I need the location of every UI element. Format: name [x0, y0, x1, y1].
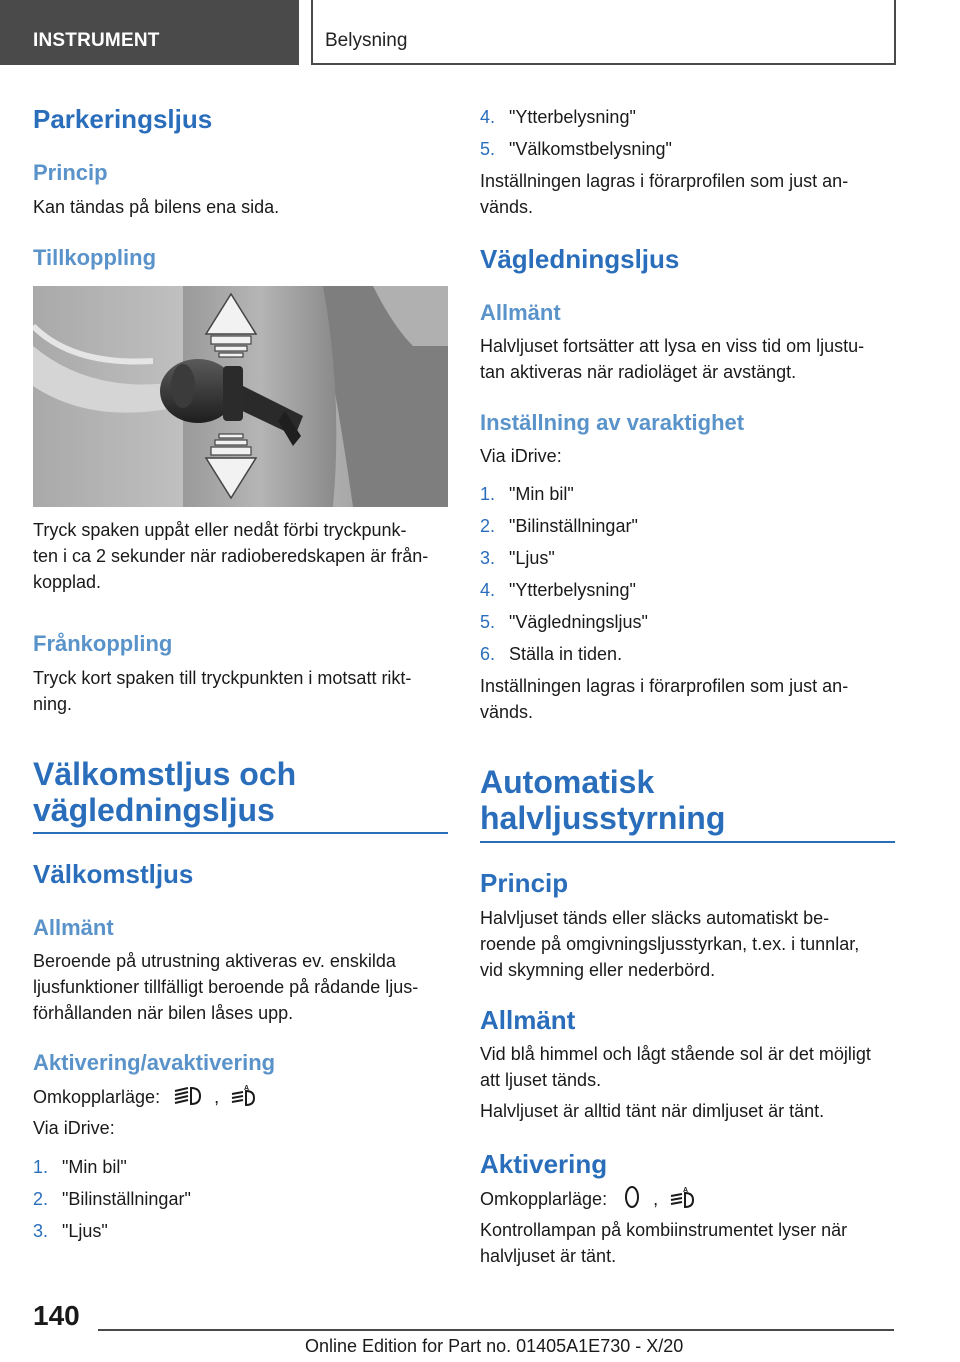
text-allmant-2b: Halvljuset är alltid tänt när dimljuset är tänt.	[480, 1101, 825, 1121]
heading-allmant: Allmänt	[33, 915, 114, 940]
footer-rule	[98, 1329, 894, 1331]
low-beam-icon	[169, 1085, 205, 1107]
section-tab	[0, 0, 299, 65]
text-omkopplarlage: Omkopplarläge: , A	[480, 1185, 895, 1212]
page-number: 140	[33, 1300, 80, 1331]
text-allmant-2: Vid blå himmel och lågt stående sol är det möjligt att ljuset tänds.	[480, 1044, 871, 1090]
heading-auto-1: Automatisk	[480, 764, 655, 800]
heading-valkomstljus: Välkomstljus	[33, 859, 194, 889]
list-item: 1. "Min bil"	[480, 484, 574, 504]
heading-aktivering: Aktivering	[480, 1149, 608, 1179]
text-frankoppling: Tryck kort spaken till tryckpunkten i motsatt rikt- ning.	[33, 668, 412, 714]
text-saved-1: Inställningen lagras i förarprofilen som just an- vänds.	[480, 171, 849, 217]
text-allmant: Beroende på utrustning aktiveras ev. enskilda ljusfunktioner tillfälligt beroende på rådande ljus- förhållanden när bilen låses upp.	[33, 951, 419, 1023]
heading-rule	[480, 841, 895, 843]
heading-allmant: Allmänt	[480, 300, 561, 325]
heading-princip: Princip	[480, 868, 569, 898]
heading-welcome-2: vägledningsljus	[33, 792, 275, 828]
heading-rule	[33, 832, 448, 834]
section-title: INSTRUMENT	[33, 30, 160, 51]
lights-off-icon	[620, 1185, 644, 1209]
light-stalk-image	[33, 286, 448, 507]
chapter-tab	[311, 0, 896, 65]
text-via-idrive: Via iDrive:	[33, 1118, 115, 1138]
list-item: 3. "Ljus"	[33, 1221, 108, 1241]
heading-parkeringsljus: Parkeringsljus	[33, 104, 213, 134]
list-item: 6. Ställa in tiden.	[480, 644, 623, 664]
heading-vagledningsljus: Vägledningsljus	[480, 244, 680, 274]
heading-allmant-2: Allmänt	[480, 1005, 576, 1035]
heading-tillkoppling: Tillkoppling	[33, 245, 157, 270]
svg-text:A: A	[683, 1187, 689, 1194]
text-tillkoppling: Tryck spaken uppåt eller nedåt förbi tryckpunk- ten i ca 2 sekunder när radioberedskapen är från- kopplad.	[33, 520, 429, 592]
list-item: 4. "Ytterbelysning"	[480, 107, 636, 127]
svg-text:A: A	[244, 1085, 250, 1092]
footer-edition: Online Edition for Part no. 01405A1E730 - X/20	[305, 1336, 684, 1356]
heading-princip: Princip	[33, 160, 108, 185]
text-saved-2: Inställningen lagras i förarprofilen som just an- vänds.	[480, 676, 849, 722]
heading-aktivering: Aktivering/avaktivering	[33, 1050, 276, 1075]
heading-welcome-1: Välkomstljus och	[33, 756, 297, 792]
heading-varaktighet: Inställning av varaktighet	[480, 410, 745, 435]
text-kontroll: Kontrollampan på kombiinstrumentet lyser när halvljuset är tänt.	[480, 1220, 848, 1266]
stalk-illustration	[33, 286, 448, 507]
auto-headlight-icon	[228, 1083, 260, 1107]
text-princip: Kan tändas på bilens ena sida.	[33, 197, 280, 217]
text-allmant: Halvljuset fortsätter att lysa en viss tid om ljustu- tan aktiveras när radioläget är avstängt.	[480, 336, 865, 382]
chapter-title: Belysning	[325, 30, 408, 51]
list-item: 1. "Min bil"	[33, 1157, 127, 1177]
auto-headlight-icon	[667, 1185, 699, 1209]
heading-auto-2: halvljusstyrning	[480, 800, 726, 836]
list-item: 4. "Ytterbelysning"	[480, 580, 636, 600]
list-item: 2. "Bilinställningar"	[33, 1189, 191, 1209]
text-via-idrive: Via iDrive:	[480, 446, 562, 466]
heading-frankoppling: Frånkoppling	[33, 631, 173, 656]
list-item: 5. "Välkomstbelysning"	[480, 139, 672, 159]
list-item: 5. "Vägledningsljus"	[480, 612, 648, 632]
list-item: 2. "Bilinställningar"	[480, 516, 638, 536]
text-omkopplarlage: Omkopplarläge: , A	[33, 1083, 448, 1110]
text-princip: Halvljuset tänds eller släcks automatiskt be- roende på omgivningsljusstyrkan, t.ex. i tunnlar, vid skymning eller nederbörd.	[480, 908, 860, 980]
list-item: 3. "Ljus"	[480, 548, 555, 568]
